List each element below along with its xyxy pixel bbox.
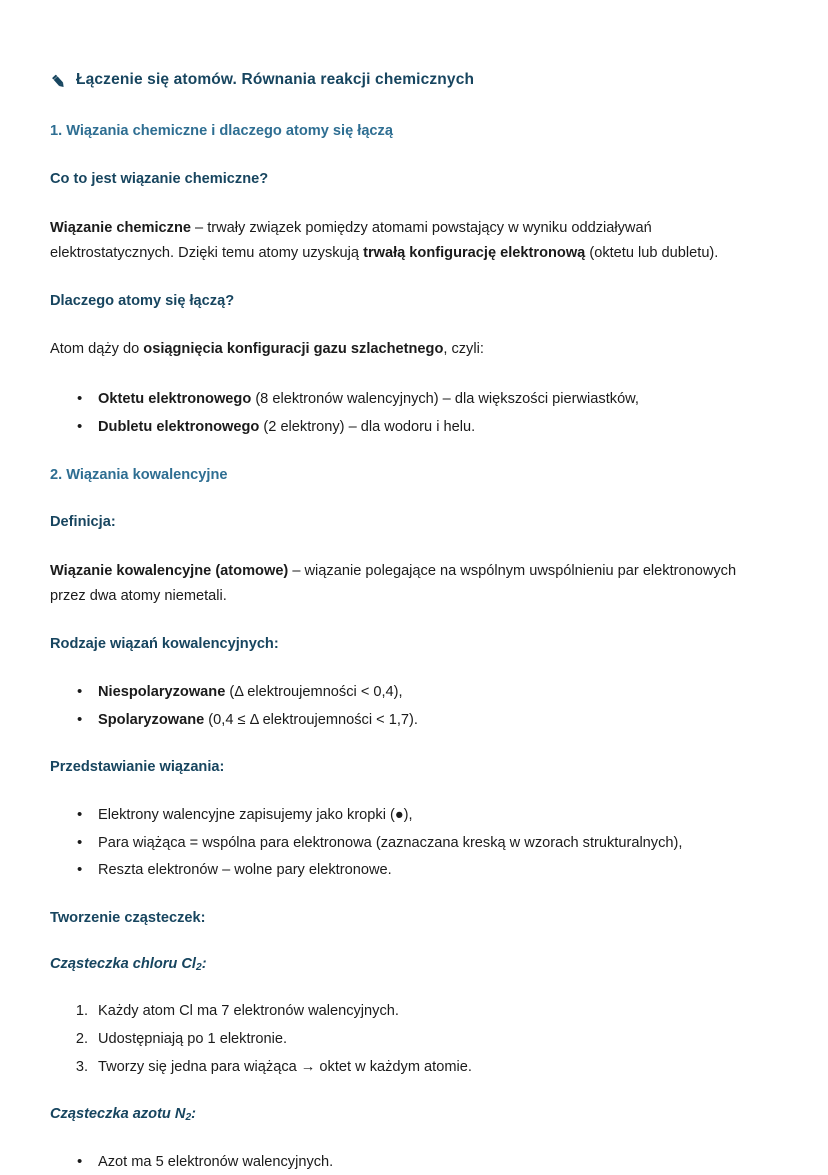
chlor-heading-text: Cząsteczka chloru Cl [50,955,196,972]
list-item-term: Dubletu elektronowego [98,419,260,436]
paragraph-bold-term: Wiązanie kowalencyjne (atomowe) [50,563,289,580]
list-item [98,709,742,733]
list-item-text: (2 elektrony) – dla wodoru i helu. [259,419,476,436]
lead-bold-phrase: osiągnięcia konfiguracji gazu szlachetnego [143,341,444,358]
lead-text-1: Atom dąży do [50,341,144,358]
azot-heading-text: Cząsteczka azotu N [50,1106,186,1123]
section-heading-1: 1. Wiązania chemiczne i dlaczego atomy się łączą [50,123,393,140]
paragraph-text-1: – wiązanie polegające na wspólnym uwspólnieniu par elektronowych przez dwa atomy niemetali. [50,563,737,605]
list-item: • Reszta elektronów – wolne pary elektronowe. [98,859,742,883]
lead-text-2: , czyli: [443,341,484,358]
paragraph-text-2: (oktetu lub dubletu). [585,244,719,261]
paragraph-atom-dazy [50,337,742,362]
paragraph-bold-phrase: trwałą konfigurację elektronową [363,244,586,261]
list-item: Udostępniają po 1 elektronie. [98,1030,288,1047]
page-title [50,70,742,90]
section-heading-2: 2. Wiązania kowalencyjne [50,466,228,483]
subheading-dlaczego-atomy-sie-lacza: Dlaczego atomy się łączą? [50,292,235,309]
list-item-text: (8 elektronów walencyjnych) – dla większości pierwiastków, [251,391,639,408]
list-item [98,681,742,705]
azot-subscript: 2 [185,1112,192,1124]
subheading-co-to-jest-wiazanie: Co to jest wiązanie chemiczne? [50,170,269,187]
subheading-przedstawianie-wiazania: Przedstawianie wiązania: [50,759,225,776]
paragraph-wiazanie-kowalencyjne [50,559,742,609]
subheading-czasteczka-azotu [50,1105,742,1125]
list-chlor-steps [50,1000,742,1079]
list-item [98,416,742,440]
azot-heading-colon: : [191,1106,197,1123]
list-item-text: (0,4 ≤ Δ elektroujemności < 1,7). [204,711,418,728]
list-item: • Para wiążąca = wspólna para elektronowa (zaznaczana kreską w wzorach strukturalnych), [98,832,742,856]
paragraph-definicja-wiazania [50,216,742,266]
list-rodzaje-wiazan [50,681,742,732]
subheading-definicja: Definicja: [50,514,116,531]
list-item [98,388,742,412]
subheading-tworzenie-czasteczek: Tworzenie cząsteczek: [50,909,206,926]
subheading-czasteczka-chloru [50,955,742,975]
pencil-icon [50,73,67,90]
list-item-term: Oktetu elektronowego [98,391,252,408]
list-item: • Azot ma 5 elektronów walencyjnych. [98,1151,742,1175]
subheading-rodzaje-wiazan: Rodzaje wiązań kowalencyjnych: [50,636,279,653]
paragraph-text-1: – trwały związek pomiędzy atomami powstający w wyniku oddziaływań elektrostatycznych. Dzięki temu atomy uzyskują [50,219,652,261]
list-item-term: Spolaryzowane [98,711,205,728]
page-title-text: Łączenie się atomów. Równania reakcji chemicznych [76,71,475,88]
list-item: • Elektrony walencyjne zapisujemy jako kropki (●), [98,804,742,828]
list-item: Tworzy się jedna para wiążąca → oktet w każdym atomie. [98,1058,472,1075]
list-item-text: (Δ elektroujemności < 0,4), [225,684,403,701]
chlor-subscript: 2 [196,961,202,973]
list-item-term: Niespolaryzowane [98,684,226,701]
list-item: Każdy atom Cl ma 7 elektronów walencyjnych. [98,1003,399,1020]
list-przedstawianie [50,804,742,883]
chlor-heading-colon: : [201,955,207,972]
list-konfiguracje [50,388,742,439]
paragraph-bold-term: Wiązanie chemiczne [50,219,191,236]
